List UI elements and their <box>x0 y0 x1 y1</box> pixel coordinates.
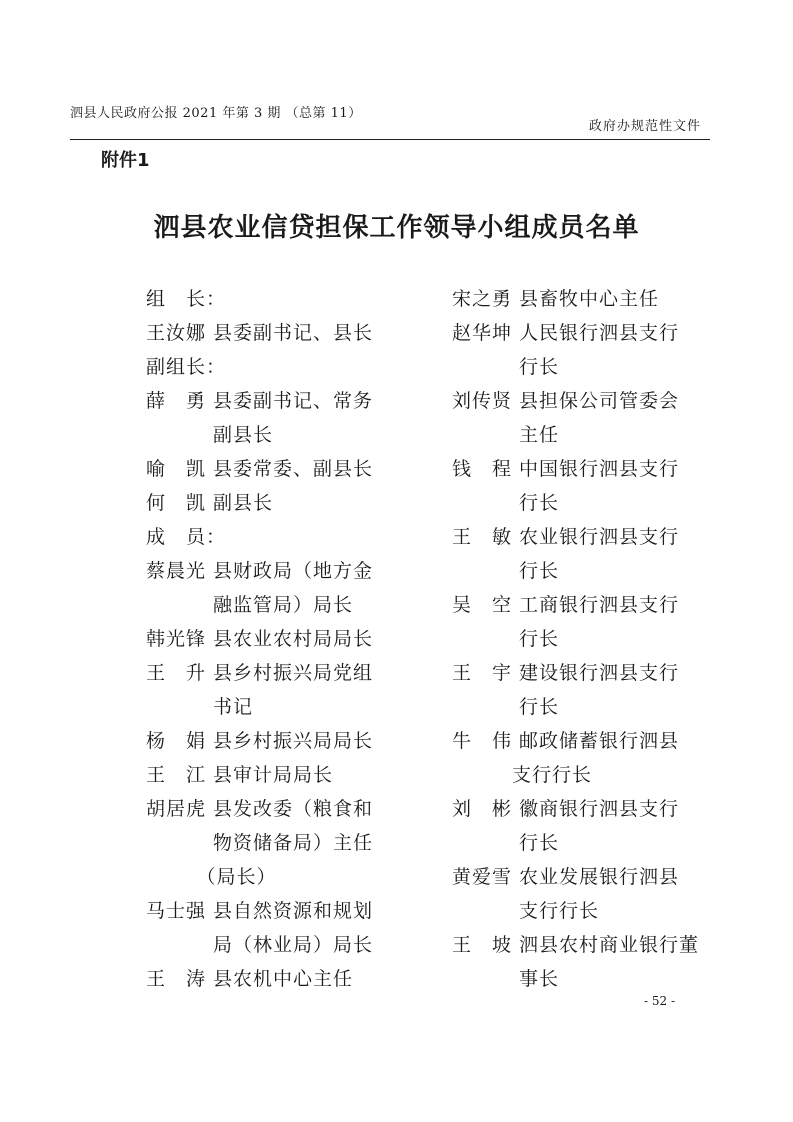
member-line: 何 凯 副县长 <box>146 492 274 514</box>
member-line: 黄爱雪 农业发展银行泗县 <box>452 866 680 888</box>
document-category: 政府办规范性文件 <box>588 119 701 134</box>
member-line: 王 升 县乡村振兴局党组 <box>146 662 374 684</box>
member-line: 组 长： <box>146 288 227 310</box>
member-line: 主任 <box>452 424 560 446</box>
member-line: 副县长 <box>146 424 274 446</box>
attachment-label: 附件1 <box>101 150 150 171</box>
member-line: 王 江 县审计局局长 <box>146 764 334 786</box>
member-line: 物资储备局）主任 <box>146 832 374 854</box>
member-line: 书记 <box>146 696 254 718</box>
member-line: 韩光锋 县农业农村局局长 <box>146 628 374 650</box>
member-line: 刘 彬 徽商银行泗县支行 <box>452 798 680 820</box>
member-line: 牛 伟 邮政储蓄银行泗县 <box>452 730 680 752</box>
page-title: 泗县农业信贷担保工作领导小组成员名单 <box>153 213 640 243</box>
bulletin-header: 泗县人民政府公报 2021 年第 3 期 （总第 11） <box>70 106 362 121</box>
member-line: 副组长： <box>146 356 227 378</box>
member-line: 王汝娜 县委副书记、县长 <box>146 322 374 344</box>
member-line: 赵华坤 人民银行泗县支行 <box>452 322 680 344</box>
member-line: 成 员： <box>146 526 227 548</box>
member-line: 局（林业局）局长 <box>146 934 374 956</box>
member-line: 杨 娟 县乡村振兴局局长 <box>146 730 374 752</box>
member-line: 胡居虎 县发改委（粮食和 <box>146 798 374 820</box>
member-line: 王 坡 泗县农村商业银行董 <box>452 934 700 956</box>
member-line: 刘传贤 县担保公司管委会 <box>452 390 680 412</box>
member-line: 融监管局）局长 <box>146 594 354 616</box>
member-line: 蔡晨光 县财政局（地方金 <box>146 560 374 582</box>
member-line: 马士强 县自然资源和规划 <box>146 900 374 922</box>
member-line: 王 敏 农业银行泗县支行 <box>452 526 680 548</box>
member-line: 支行行长 <box>452 764 593 786</box>
member-line: 行长 <box>452 696 560 718</box>
member-line: 宋之勇 县畜牧中心主任 <box>452 288 660 310</box>
member-line: 薛 勇 县委副书记、常务 <box>146 390 374 412</box>
member-line: 行长 <box>452 356 560 378</box>
member-line: 行长 <box>452 832 560 854</box>
member-line: 行长 <box>452 560 560 582</box>
page-number: - 52 - <box>644 994 676 1008</box>
member-line: 行长 <box>452 628 560 650</box>
member-line: 王 宇 建设银行泗县支行 <box>452 662 680 684</box>
member-line: 吴 空 工商银行泗县支行 <box>452 594 680 616</box>
member-line: 支行行长 <box>452 900 600 922</box>
header-divider <box>70 139 710 140</box>
member-line: 喻 凯 县委常委、副县长 <box>146 458 374 480</box>
member-line: 王 涛 县农机中心主任 <box>146 968 354 990</box>
member-line: （局长） <box>146 866 277 888</box>
member-line: 钱 程 中国银行泗县支行 <box>452 458 680 480</box>
member-line: 事长 <box>452 968 560 990</box>
member-line: 行长 <box>452 492 560 514</box>
